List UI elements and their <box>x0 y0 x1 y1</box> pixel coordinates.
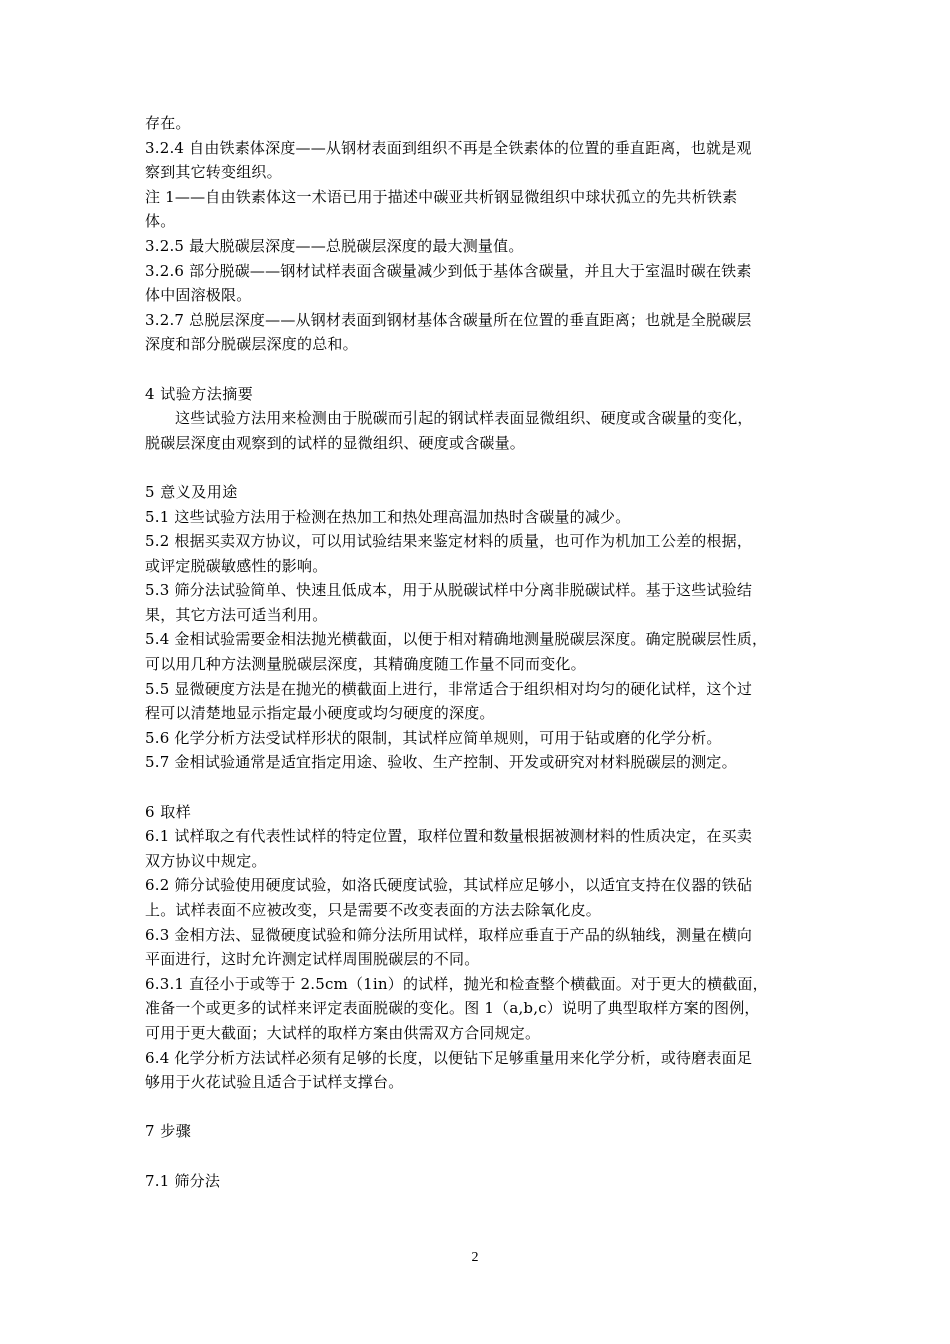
text-line: 6.3.1 直径小于或等于 2.5cm（1in）的试样，抛光和检查整个横截面。对于更大的横截面， <box>145 974 768 993</box>
text-line: 深度和部分脱碳层深度的总和。 <box>145 335 358 354</box>
text-line: 5.7 金相试验通常是适宜指定用途、验收、生产控制、开发或研究对材料脱碳层的测定。 <box>145 753 737 772</box>
text-line: 可用于更大截面；大试样的取样方案由供需双方合同规定。 <box>145 1023 541 1042</box>
section-heading-7: 7 步骤 <box>145 1122 192 1141</box>
text-line: 或评定脱碳敏感性的影响。 <box>145 556 328 575</box>
text-line: 注 1——自由铁素体这一术语已用于描述中碳亚共析钢显微组织中球状孤立的先共析铁素 <box>145 187 738 206</box>
text-line: 体中固溶极限。 <box>145 286 252 305</box>
section-heading-4: 4 试验方法摘要 <box>145 384 254 403</box>
text-line: 3.2.5 最大脱碳层深度——总脱碳层深度的最大测量值。 <box>145 236 524 255</box>
text-line: 平面进行，这时允许测定试样周围脱碳层的不同。 <box>145 950 480 969</box>
text-line: 体。 <box>145 212 176 231</box>
blank-line <box>145 1095 815 1120</box>
text-line: 程可以清楚地显示指定最小硬度或均匀硬度的深度。 <box>145 704 495 723</box>
section-heading-6: 6 取样 <box>145 802 192 821</box>
text-line: 准备一个或更多的试样来评定表面脱碳的变化。图 1（a,b,c）说明了典型取样方案的图例， <box>145 999 760 1018</box>
text-line: 6.4 化学分析方法试样必须有足够的长度，以便钻下足够重量用来化学分析，或待磨表面足 <box>145 1048 753 1067</box>
text-line: 5.3 筛分法试验简单、快速且低成本，用于从脱碳试样中分离非脱碳试样。基于这些试验结 <box>145 581 753 600</box>
text-line: 3.2.6 部分脱碳——钢材试样表面含碳量减少到低于基体含碳量，并且大于室温时碳在铁素 <box>145 261 752 280</box>
text-line: 上。试样表面不应被改变，只是需要不改变表面的方法去除氧化皮。 <box>145 901 602 919</box>
section-heading-5: 5 意义及用途 <box>145 482 238 501</box>
blank-line <box>145 775 815 800</box>
text-line: 6.3 金相方法、显微硬度试验和筛分法所用试样，取样应垂直于产品的纵轴线，测量在横向 <box>145 925 753 944</box>
text-line: 3.2.4 自由铁素体深度——从钢材表面到组织不再是全铁素体的位置的垂直距离，也就是观 <box>145 138 752 157</box>
text-line: 5.5 显微硬度方法是在抛光的横截面上进行，非常适合于组织相对均匀的硬化试样，这个过 <box>145 679 753 698</box>
blank-line <box>145 357 815 382</box>
subsection-heading-7-1: 7.1 筛分法 <box>145 1171 221 1190</box>
text-line: 双方协议中规定。 <box>145 851 267 870</box>
text-line: 可以用几种方法测量脱碳层深度，其精确度随工作量不同而变化。 <box>145 655 586 674</box>
text-line: 够用于火花试验且适合于试样支撑台。 <box>145 1073 404 1092</box>
page-number: 2 <box>471 1250 479 1265</box>
text-line: 这些试验方法用来检测由于脱碳而引起的钢试样表面显微组织、硬度或含碳量的变化， <box>175 409 753 428</box>
blank-line <box>145 1144 815 1169</box>
text-line: 6.2 筛分试验使用硬度试验，如洛氏硬度试验，其试样应足够小，以适宜支持在仪器的铁砧 <box>145 876 753 895</box>
text-line: 存在。 <box>145 114 191 132</box>
text-line: 5.6 化学分析方法受试样形状的限制，其试样应简单规则，可用于钻或磨的化学分析。 <box>145 728 722 747</box>
text-line: 5.1 这些试验方法用于检测在热加工和热处理高温加热时含碳量的减少。 <box>145 507 631 526</box>
text-line: 6.1 试样取之有代表性试样的特定位置，取样位置和数量根据被测材料的性质决定，在买卖 <box>145 827 753 846</box>
blank-line <box>145 455 815 480</box>
document-body <box>145 111 815 1193</box>
text-line: 5.2 根据买卖双方协议，可以用试验结果来鉴定材料的质量，也可作为机加工公差的根据， <box>145 532 753 551</box>
text-line: 5.4 金相试验需要金相法抛光横截面，以便于相对精确地测量脱碳层深度。确定脱碳层性质， <box>145 630 768 649</box>
text-line: 脱碳层深度由观察到的试样的显微组织、硬度或含碳量。 <box>145 433 526 452</box>
text-line: 3.2.7 总脱层深度——从钢材表面到钢材基体含碳量所在位置的垂直距离；也就是全脱碳层 <box>145 310 752 329</box>
text-line: 果，其它方法可适当利用。 <box>145 605 328 624</box>
text-line: 察到其它转变组织。 <box>145 163 282 182</box>
